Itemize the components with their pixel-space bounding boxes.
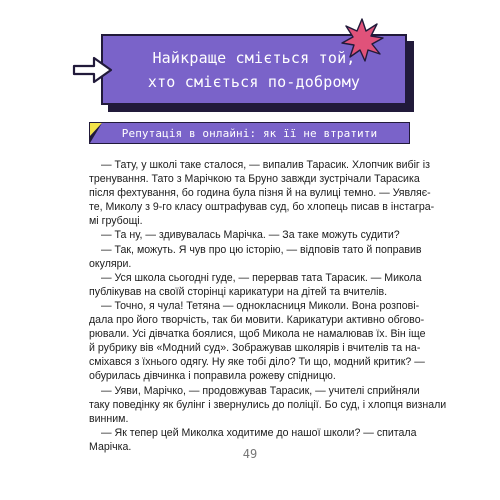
text-line: — Та ну, — здивувалась Марічка. — За таке можуть судити?	[101, 229, 400, 242]
title-line-1: Найкраще сміється той,	[152, 48, 356, 67]
text-line: мі грубощі.	[89, 215, 143, 228]
text-line: — Уяви, Марічко, — продовжував Тарасик, — учителі сприйняли	[101, 384, 420, 397]
text-line: — Так, можуть. Я чув про цю історію, — відповів тато й поправив	[101, 243, 422, 256]
starburst-icon	[340, 18, 384, 62]
text-line: дала про його творчість, так би мовити. Карикатури активно обгово-	[89, 314, 425, 327]
text-line: — Уся школа сьогодні гуде, — перервав тата Тарасик. — Микола	[101, 271, 422, 284]
text-line: рювали. Усі дівчатка боялися, щоб Микола не намалював їх. Він іще	[89, 328, 426, 341]
text-line: таку поведінку як булінг і звернулись до поліції. Бо суд, і хлопця визнали	[89, 398, 447, 411]
page-number: 49	[242, 447, 258, 461]
text-line: — Як тепер цей Миколка ходитиме до нашої школи? — спитала	[101, 426, 417, 439]
title-line-2: хто сміється по-доброму	[147, 72, 361, 91]
text-line: сміхався з їхнього одягу. Ну яке тобі діло? Ти що, модний критик? —	[89, 356, 425, 369]
story-text	[89, 158, 447, 454]
text-line: Марічка.	[89, 440, 132, 453]
text-line: винним.	[89, 412, 129, 425]
text-line: те, Миколу з 9-го класу оштрафував суд, бо хлопець писав в інстагра-	[89, 201, 435, 214]
text-line: публікував на своїй сторінці карикатури на дітей та вчителів.	[89, 285, 388, 298]
section-title: Репутація в онлайні: як її не втратити	[121, 126, 378, 140]
text-line: тренування. Тато з Марічкою та Бруно завжди зустрічали Тарасика	[89, 173, 420, 186]
outline-arrow-icon	[72, 55, 114, 85]
section-header	[89, 122, 410, 144]
text-line: окуляри.	[89, 257, 132, 270]
paragraph	[89, 271, 422, 299]
text-line: обурилась дівчинка і поправила рожеву спідницю.	[89, 370, 336, 383]
text-line: — Точно, я чула! Тетяна — однокласниця Миколи. Вона розпові-	[101, 299, 420, 312]
text-line: й рубрику вів «Модний суд». Зображував школярів і вчителів та на-	[89, 342, 421, 355]
corner-triangle-icon	[89, 122, 103, 144]
paragraph	[89, 228, 415, 242]
text-line: — Тату, у школі таке сталося, — випалив Тарасик. Хлопчик вибіг із	[101, 159, 430, 171]
paragraph	[89, 158, 435, 228]
text-line: після фехтування, бо година була пізня й на вулиці темно. — Уявляє-	[89, 187, 431, 200]
paragraph	[89, 299, 426, 384]
paragraph	[89, 384, 447, 426]
paragraph	[89, 243, 422, 271]
